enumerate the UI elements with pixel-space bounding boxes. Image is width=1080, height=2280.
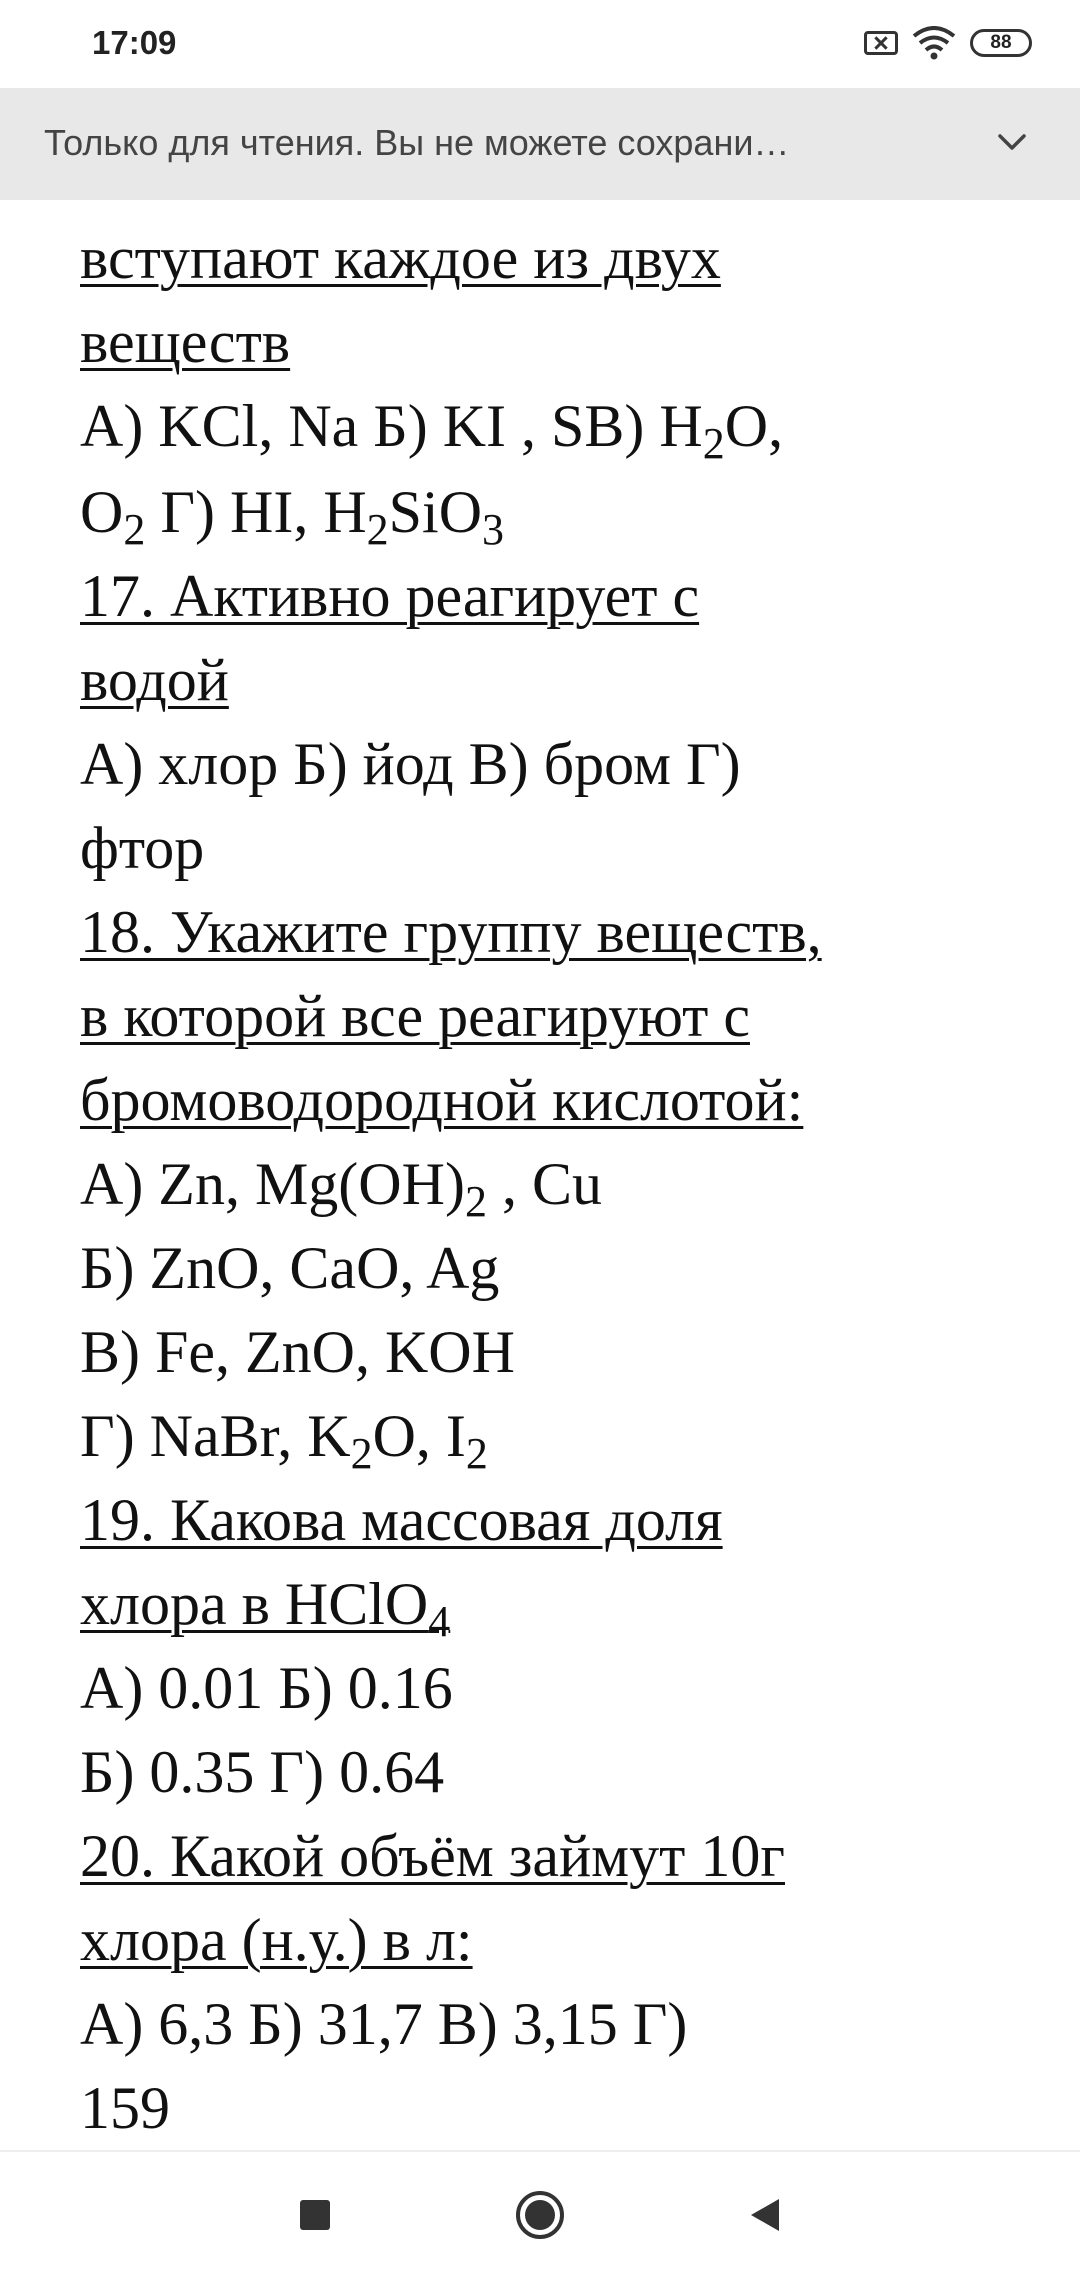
status-bar — [0, 0, 1080, 88]
no-sim-icon — [864, 31, 898, 55]
document-line: в которой все реагируют с — [80, 983, 750, 1049]
document-line: В) Fe, ZnO, KOH — [80, 1319, 515, 1385]
battery-icon: 88 — [970, 29, 1032, 57]
back-button[interactable] — [738, 2188, 792, 2242]
document-line: $O_2$ Г) HI, $H_2SiO_3$ — [80, 479, 505, 554]
read-only-banner[interactable] — [0, 88, 1080, 200]
document-line: А) хлор Б) йод В) бром Г) — [80, 731, 741, 797]
circle-home-icon — [513, 2188, 567, 2242]
document-line: А) KCl, Na Б) KI , SB) $H_2O$, — [80, 393, 784, 468]
chevron-down-icon[interactable] — [990, 120, 1034, 164]
document-line: Г) NaBr, $K_2O$, $I_2$ — [80, 1403, 488, 1478]
document-line: 20. Какой объём займут 10г — [80, 1823, 785, 1889]
document-line: хлора (н.у.) в л: — [80, 1907, 473, 1973]
status-time: 17:09 — [92, 24, 177, 61]
read-only-banner-text: Только для чтения. Вы не можете сохрани… — [44, 122, 790, 163]
document-line: 159 — [80, 2075, 170, 2141]
document-line: 18. Укажите группу веществ, — [80, 899, 822, 965]
document-line: вступают каждое из двух — [80, 225, 721, 291]
document-line: водой — [80, 647, 229, 713]
document-line: Б) 0.35 Г) 0.64 — [80, 1739, 445, 1805]
document-line: 17. Активно реагирует с — [80, 563, 700, 629]
document-view[interactable] — [0, 200, 1080, 2150]
document-line: Б) ZnO, CaO, Ag — [80, 1235, 500, 1301]
nav-divider — [0, 2150, 1080, 2152]
home-button[interactable] — [513, 2188, 567, 2242]
recents-button[interactable] — [288, 2188, 342, 2242]
back-triangle-icon — [745, 2195, 785, 2235]
document-line: веществ — [80, 309, 291, 375]
navigation-bar — [0, 2150, 1080, 2280]
status-icons — [864, 26, 1032, 60]
document-line: А) Zn, $Mg(OH)_2$ , Cu — [80, 1151, 602, 1226]
document-line: фтор — [80, 815, 205, 881]
wifi-icon — [912, 26, 956, 60]
document-line: А) 0.01 Б) 0.16 — [80, 1655, 453, 1721]
document-line: хлора в HClO$_4$ — [80, 1571, 451, 1646]
document-line: 19. Какова массовая доля — [80, 1487, 723, 1553]
document-line: А) 6,3 Б) 31,7 В) 3,15 Г) — [80, 1991, 688, 2057]
document-line: бромоводородной кислотой: — [80, 1067, 804, 1133]
square-icon — [298, 2198, 332, 2232]
